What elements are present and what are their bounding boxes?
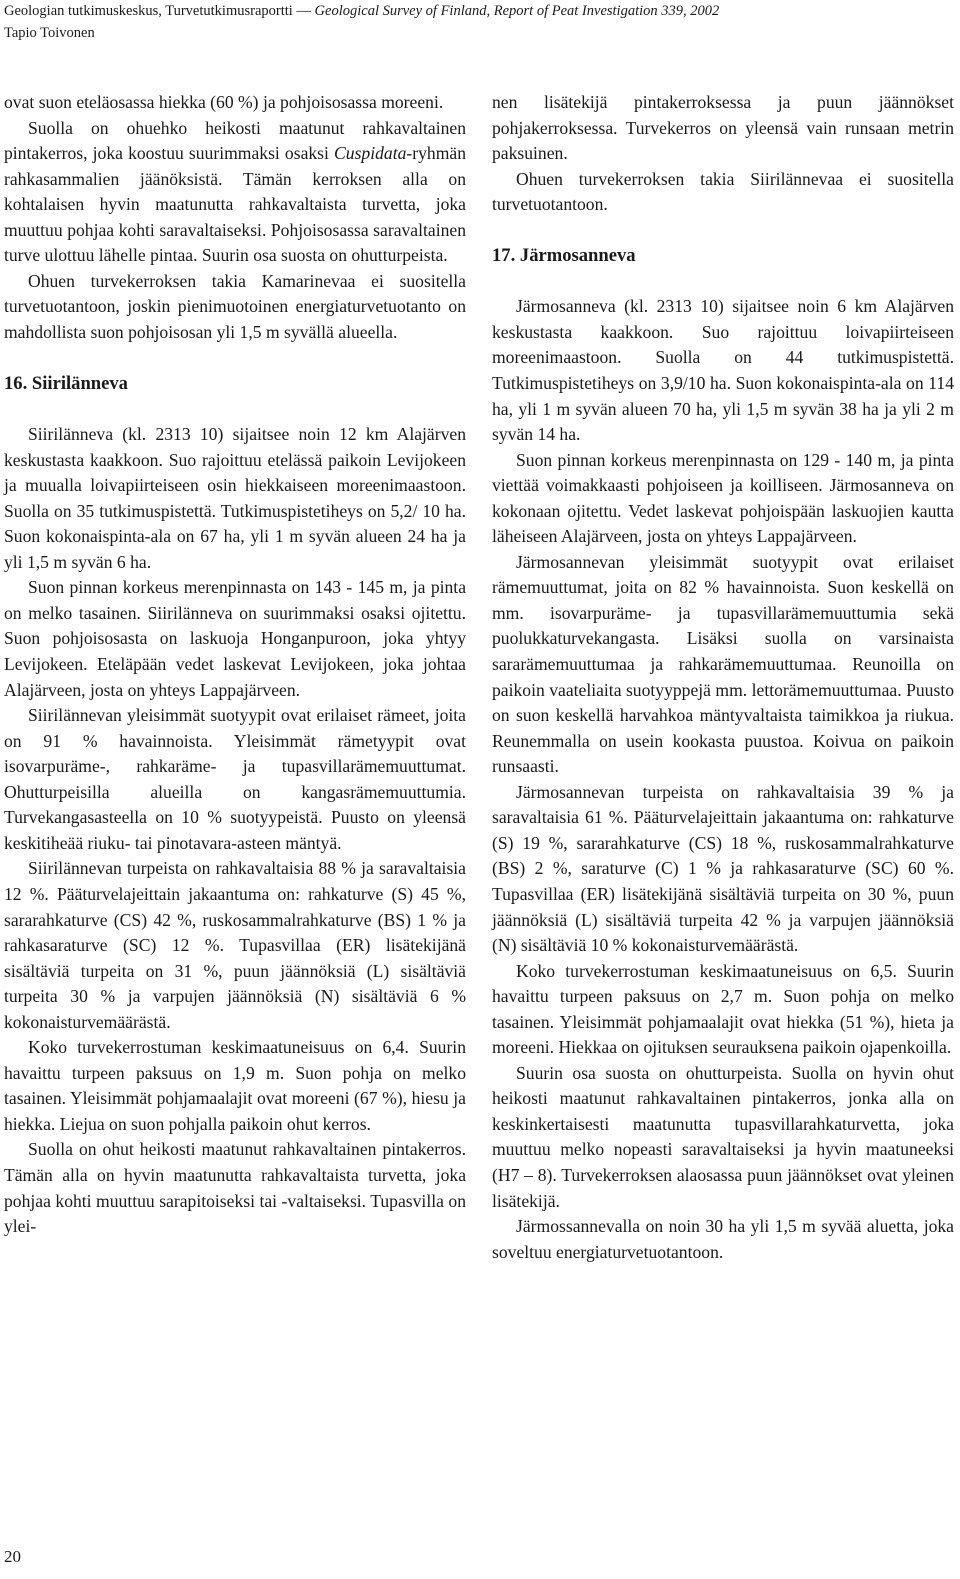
running-header bbox=[4, 0, 944, 44]
spacer bbox=[4, 397, 466, 423]
right-column bbox=[492, 90, 954, 1265]
section-heading: 17. Järmosanneva bbox=[492, 245, 636, 267]
paragraph: Koko turvekerrostuman keskimaatuneisuus on 6,5. Suurin havaittu turpeen paksuus on 2,7 m. Suon pohja on melko tasainen. Yleisimmät pohjamaalajit ovat hiekka (51 %), hieta ja moreeni. Hiekkaa on ojituksen seurauksena paikoin ojapenkoilla. bbox=[492, 960, 954, 1058]
paragraph: Järmosanneva (kl. 2313 10) sijaitsee noin 6 km Alajärven keskustasta kaakkoon. Suo rajoittuu loivapiirteiseen moreenimaastoon. Suolla on 44 tutkimuspistettä. Tutkimuspistetiheys on 3,9/10 ha. Suon kokonaispinta-ala on 114 ha, yli 1 m syvän alueen 70 ha, yli 1,5 m syvän 38 ha ja yli 2 m syvän 14 ha. bbox=[492, 296, 954, 445]
paragraph bbox=[4, 116, 466, 269]
paragraph: Suon pinnan korkeus merenpinnasta on 143 - 145 m, ja pinta on melko tasainen. Siirilänneva on suurimmaksi osaksi ojitettu. Suon pohjoisosasta on laskuoja Honganpuroon, joka yhtyy Levijokeen. Eteläpään vedet laskevat Levijokeen, joka johtaa Alajärveen, josta on yhteys Lappajärveen. bbox=[4, 577, 466, 700]
paragraph: Järmosannevan turpeista on rahkavaltaisia 39 % ja saravaltaisia 61 %. Pääturvelajeittain jakaantuma on: rahkaturve (S) 19 %, sararahkaturve (CS) 18 %, ruskosammalrahkaturve (BS) 2 %, saraturve (C) 1 % ja rahkasaraturve (SC) 60 %. Tupasvillaa (ER) lisätekijänä sisältäviä turpeita on 30 %, puun jäännöksiä (L) sisältäviä turpeita 42 % ja varpujen jäännöksiä (N) sisältäviä 10 % kokonaisturvemäärästä. bbox=[492, 781, 954, 956]
paragraph: Ohuen turvekerroksen takia Siirilännevaa ei suositella turvetuotantoon. bbox=[492, 168, 954, 215]
paragraph: nen lisätekijä pintakerroksessa ja puun jäännökset pohjakerroksessa. Turvekerros on yleensä vain runsaan metrin paksuinen. bbox=[492, 92, 954, 164]
paragraph: Ohuen turvekerroksen takia Kamarinevaa ei suositella turvetuotantoon, joskin pienimuotoinen energiaturvetuotanto on mahdollista suon pohjoisosan yli 1,5 m syvällä alueella. bbox=[4, 270, 466, 342]
paragraph: Suolla on ohut heikosti maatunut rahkavaltainen pintakerros. Tämän alla on hyvin maatunutta rahkavaltaista turvetta, joka pohjaa kohti muuttuu sarapitoiseksi tai -valtaiseksi. Tupasvilla on ylei- bbox=[4, 1139, 466, 1237]
paragraph: Suon pinnan korkeus merenpinnasta on 129 - 140 m, ja pinta viettää voimakkaasti pohjoiseen ja koilliseen. Järmosanneva on kokonaan ojitettu. Vedet laskevat pohjoispään laskuojien kautta läheiseen Alajärveen, josta on yhteys Lappajärveen. bbox=[492, 449, 954, 547]
left-column bbox=[4, 90, 466, 1240]
paragraph: Suurin osa suosta on ohutturpeista. Suolla on hyvin ohut heikosti maatunut rahkavaltainen pintakerros, jonka alla on keskinkertaisesti maatunutta tupasvillarahkaturvetta, joka muuttuu melko nopeasti saravaltaiseksi ja hyvin maatuneeksi (H7 – 8). Turvekerroksen alaosassa puun jäännökset ovat yleinen lisätekijä. bbox=[492, 1062, 954, 1211]
paragraph-text: -ryhmän rahkasammalien jäänöksistä. Tämän kerroksen alla on kohtalaisen hyvin maatunutta rahkavaltaista turvetta, joka muuttuu pohjaa kohti saravaltaiseksi. Pohjoisosassa saravaltainen turve ulottuu lähelle pintaa. Suurin osa suosta on ohutturpeista. bbox=[4, 143, 466, 266]
spacer bbox=[4, 345, 466, 371]
spacer bbox=[492, 218, 954, 244]
paragraph: Siirilännevan yleisimmät suotyypit ovat erilaiset rämeet, joita on 91 % havainnoista. Yleisimmät rämetyypit ovat isovarpuräme-, rahkaräme- ja tupasvillarämemuuttumat. Ohutturpeisilla alueilla on kangasrämemuuttumia. Turvekangasasteella on 10 % suotyypeistä. Puusto on yleensä keskitiheää riuku- tai pinotavara-asteen mäntyä. bbox=[4, 705, 466, 853]
section-heading: 16. Siirilänneva bbox=[4, 373, 128, 395]
paragraph: Siirilännevan turpeista on rahkavaltaisia 88 % ja saravaltaisia 12 %. Pääturvelajeittain jakaantuma on: rahkaturve (S) 45 %, sararahkaturve (CS) 42 %, ruskosammalrahkaturve (BS) 1 % ja rahkasaraturve (SC) 12 %. Tupasvillaa (ER) lisätekijänä sisältäviä turpeita on 31 %, puun jäännöksiä (L) sisältäviä turpeita 30 % ja varpujen jäännöksiä (N) sisältäviä 6 % kokonaisturvemäärästä. bbox=[4, 858, 466, 1032]
spacer bbox=[492, 269, 954, 295]
header-series: Geologian tutkimuskeskus, Turvetutkimusraportti — bbox=[4, 3, 315, 19]
paragraph: ovat suon eteläosassa hiekka (60 %) ja pohjoisosassa moreeni. bbox=[4, 92, 444, 112]
paragraph: Siirilänneva (kl. 2313 10) sijaitsee noin 12 km Alajärven keskustasta kaakkoon. Suo rajoittuu etelässä paikoin Levijokeen ja muualla loivapiirteiseen osin hiekkaiseen moreenimaastoon. Suolla on 35 tutkimuspistettä. Tutkimuspistetiheys on 5,2/ 10 ha. Suon kokonaispinta-ala on 67 ha, yli 1 m syvän alueen 24 ha ja yli 1,5 m syvän 6 ha. bbox=[4, 424, 466, 572]
paragraph: Koko turvekerrostuman keskimaatuneisuus on 6,4. Suurin havaittu turpeen paksuus on 1,9 m. Suon pohja on melko tasainen. Yleisimmät pohjamaalajit ovat moreeni (67 %), hiesu ja hiekka. Liejua on suon pohjalla paikoin ohut kerros. bbox=[4, 1037, 466, 1134]
header-series-english: Geological Survey of Finland, Report of Peat Investigation 339, 2002 bbox=[314, 3, 720, 19]
paragraph-text: Suolla on ohuehko heikosti maatunut rahkavaltainen pintakerros, joka koostuu suurimmaksi osaksi bbox=[4, 117, 466, 164]
paragraph: Järmossannevalla on noin 30 ha yli 1,5 m syvää aluetta, joka soveltuu energiaturvetuotantoon. bbox=[492, 1216, 954, 1262]
taxon-name: Cuspidata bbox=[334, 143, 407, 164]
header-publication bbox=[4, 0, 944, 22]
page-number: 20 bbox=[4, 1547, 21, 1566]
header-author: Tapio Toivonen bbox=[4, 25, 95, 41]
paragraph: Järmosannevan yleisimmät suotyypit ovat erilaiset rämemuuttumat, joita on 82 % havainnoista. Suon keskellä on mm. isovarpuräme- ja tupasvillarämemuuttumia sekä puolukkaturvekangasta. Lisäksi suolla on varsinaista sararämemuuttumaa ja rahkarämemuuttumaa. Reunoilla on paikoin vaateliaita suotyyppejä mm. lettorämemuuttumaa. Puusto on suon keskellä harvahkoa mäntyvaltaista taimikkoa ja riukua. Reunemmalla on usein kookasta puustoa. Koivua on paikoin runsaasti. bbox=[492, 551, 954, 777]
